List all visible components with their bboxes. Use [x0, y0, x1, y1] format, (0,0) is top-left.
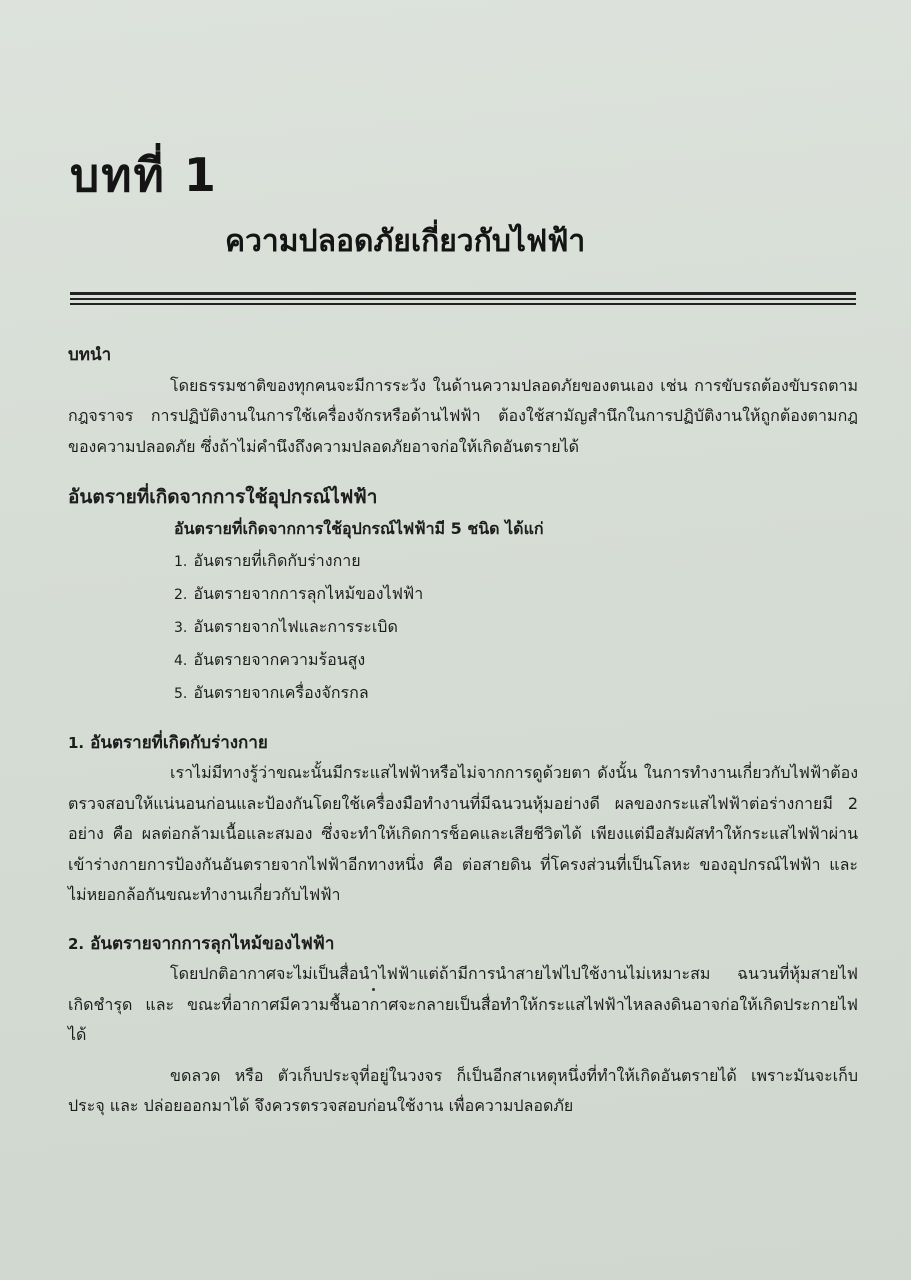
hazards-title: อันตรายที่เกิดจากการใช้อุปกรณ์ไฟฟ้า	[68, 486, 378, 508]
section-1-heading	[68, 728, 858, 759]
print-speck	[372, 988, 375, 991]
section-2-title: อันตรายจากการลุกไหม้ของไฟฟ้า	[90, 933, 335, 954]
section-1-number: 1.	[68, 733, 85, 752]
list-item-number: 2.	[174, 586, 188, 603]
section-2-number: 2.	[68, 934, 85, 953]
title-divider-line	[70, 292, 856, 295]
list-item-text: อันตรายจากความร้อนสูง	[193, 649, 366, 669]
spacer	[68, 911, 858, 929]
list-item	[174, 545, 858, 578]
list-item-text: อันตรายจากไฟและการระเบิด	[193, 616, 398, 636]
list-item	[174, 677, 858, 710]
hazards-subtitle: อันตรายที่เกิดจากการใช้อุปกรณ์ไฟฟ้ามี 5 ชนิด ได้แก่	[174, 519, 544, 538]
list-item	[174, 578, 858, 611]
section-2-paragraph-1: โดยปกติอากาศจะไม่เป็นสื่อนำไฟฟ้าแต่ถ้ามีการนำสายไฟไปใช้งานไม่เหมาะสม ฉนวนที่หุ้มสายไฟเกิดชำรุด และ ขณะที่อากาศมีความชื้นอากาศจะกลายเป็นสื่อทำให้กระแสไฟฟ้าไหลลงดินอาจก่อให้เกิดประกายไฟได้	[68, 964, 858, 1044]
section-1-title: อันตรายที่เกิดกับร่างกาย	[90, 732, 268, 753]
list-item-number: 3.	[174, 619, 188, 636]
spacer	[68, 710, 858, 728]
list-item	[174, 644, 858, 677]
hazards-list	[68, 545, 858, 710]
chapter-number: บทที่ 1	[70, 148, 218, 202]
list-item-number: 1.	[174, 553, 188, 570]
list-item	[174, 611, 858, 644]
title-divider-line	[70, 298, 856, 300]
spacer	[68, 462, 858, 480]
section-2-paragraph-2: ขดลวด หรือ ตัวเก็บประจุที่อยู่ในวงจร ก็เป็นอีกสาเหตุหนึ่งที่ทำให้เกิดอันตรายได้ เพราะมันจะเก็บประจุ และ ปล่อยออกมาได้ จึงควรตรวจสอบก่อนใช้งาน เพื่อความปลอดภัย	[68, 1065, 858, 1115]
section-1-paragraph: เราไม่มีทางรู้ว่าขณะนั้นมีกระแสไฟฟ้าหรือไม่จากการดูด้วยตา ดังนั้น ในการทำงานเกี่ยวกับไฟฟ้าต้องตรวจสอบให้แน่นอนก่อนและป้องกันโดยใช้เครื่องมือทำงานที่มีฉนวนหุ้มอย่างดี ผลของกระแสไฟฟ้าต่อร่างกายมี 2 อย่าง คือ ผลต่อกล้ามเนื้อและสมอง ซึ่งจะทำให้เกิดการช็อคและเสียชีวิตได้ เพียงแต่มือสัมผัสทำให้กระแสไฟฟ้าผ่านเข้าร่างกายการป้องกันอันตรายจากไฟฟ้าอีกทางหนึ่ง คือ ต่อสายดิน ที่โครงส่วนที่เป็นโลหะ ของอุปกรณ์ไฟฟ้า และ ไม่หยอกล้อกันขณะทำงานเกี่ยวกับไฟฟ้า	[68, 763, 858, 904]
list-item-text: อันตรายจากการลุกไหม้ของไฟฟ้า	[193, 583, 424, 603]
list-item-text: อันตรายที่เกิดกับร่างกาย	[193, 550, 361, 570]
chapter-title: ความปลอดภัยเกี่ยวกับไฟฟ้า	[225, 224, 586, 259]
intro-heading: บทนำ	[68, 345, 112, 365]
list-item-number: 5.	[174, 685, 188, 702]
list-item-number: 4.	[174, 652, 188, 669]
section-2-heading	[68, 929, 858, 960]
intro-paragraph: โดยธรรมชาติของทุกคนจะมีการระวัง ในด้านความปลอดภัยของตนเอง เช่น การขับรถต้องขับรถตามกฎจราจร การปฏิบัติงานในการใช้เครื่องจักรหรือด้านไฟฟ้า ต้องใช้สามัญสำนึกในการปฏิบัติงานให้ถูกต้องตามกฎของความปลอดภัย ซึ่งถ้าไม่คำนึงถึงความปลอดภัยอาจก่อให้เกิดอันตรายได้	[68, 375, 858, 456]
spacer	[68, 1051, 858, 1061]
list-item-text: อันตรายจากเครื่องจักรกล	[193, 682, 369, 702]
page-body	[68, 340, 858, 1122]
title-divider-line	[70, 303, 856, 305]
